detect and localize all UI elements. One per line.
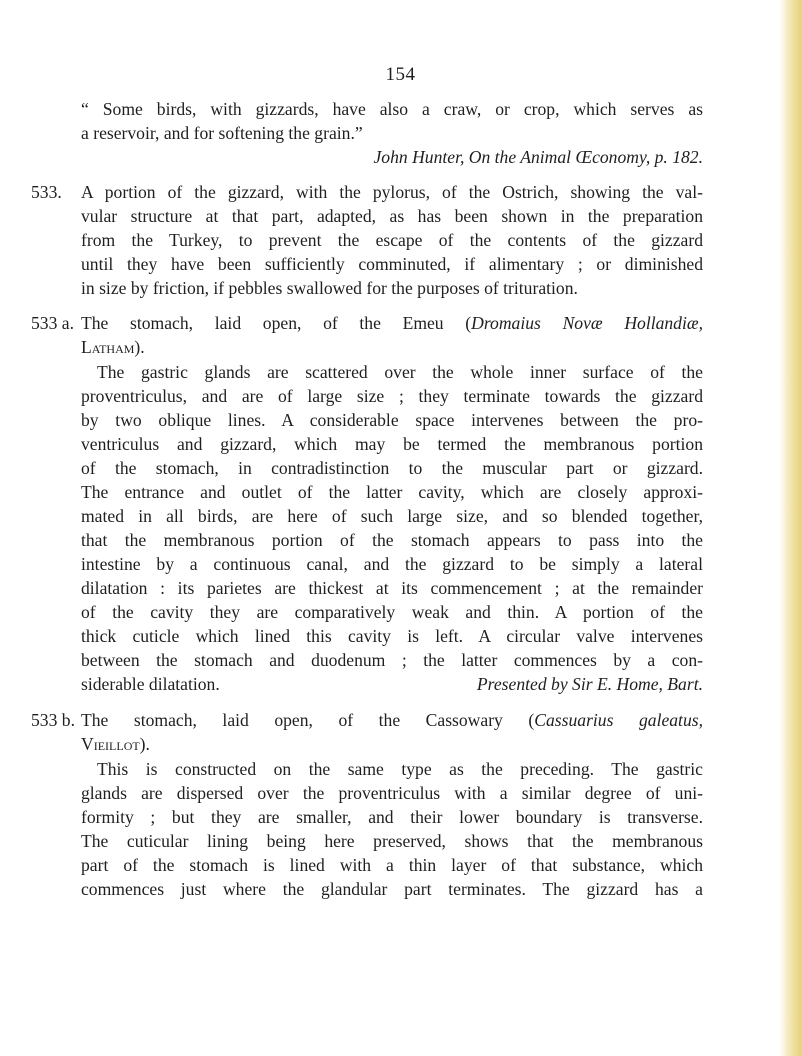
authority: Vieillot). bbox=[81, 734, 150, 754]
page-edge-shadow bbox=[779, 0, 801, 1056]
species-name: Cassuarius galeatus, bbox=[534, 710, 703, 730]
entry-number: 533 a. bbox=[31, 313, 74, 333]
paragraph-line: between the stomach and duodenum ; the latter commences by a con- bbox=[81, 650, 703, 670]
paragraph-line: of the cavity they are comparatively weak and thin. A portion of the bbox=[81, 602, 703, 622]
page-number: 154 bbox=[385, 64, 416, 85]
quote-line: a reservoir, and for softening the grain.” bbox=[81, 123, 363, 143]
heading-text: The stomach, laid open, of the Cassowary ( bbox=[81, 710, 535, 730]
paragraph-line: glands are dispersed over the proventriculus with a similar degree of uni- bbox=[81, 783, 703, 803]
paragraph-line: from the Turkey, to prevent the escape of the contents of the gizzard bbox=[81, 230, 703, 250]
quote-citation: John Hunter, On the Animal Œconomy, p. 182. bbox=[373, 147, 703, 167]
heading-text: The stomach, laid open, of the Emeu ( bbox=[81, 313, 472, 333]
entry-number: 533 b. bbox=[31, 710, 75, 730]
paragraph-line: thick cuticle which lined this cavity is left. A circular valve intervenes bbox=[81, 626, 703, 646]
quote-line: “ Some birds, with gizzards, have also a craw, or crop, which serves as bbox=[81, 99, 703, 119]
species-name: Dromaius Novæ Hollandiæ, bbox=[471, 313, 704, 333]
paragraph-line: until they have been sufficiently comminuted, if alimentary ; or diminished bbox=[81, 254, 703, 274]
paragraph-line: intestine by a continuous canal, and the gizzard to be simply a lateral bbox=[81, 554, 703, 574]
paragraph-line: ventriculus and gizzard, which may be termed the membranous portion bbox=[81, 434, 703, 454]
entry-heading bbox=[81, 311, 703, 335]
paragraph-line: formity ; but they are smaller, and their lower boundary is transverse. bbox=[81, 807, 703, 827]
paragraph-line: commences just where the glandular part terminates. The gizzard has a bbox=[81, 879, 703, 899]
paragraph-line: The cuticular lining being here preserved, shows that the membranous bbox=[81, 831, 703, 851]
donor-credit: Presented by Sir E. Home, Bart. bbox=[476, 674, 703, 694]
authority: Latham). bbox=[81, 337, 145, 357]
paragraph-line: of the stomach, in contradistinction to the muscular part or gizzard. bbox=[81, 458, 703, 478]
paragraph-line: vular structure at that part, adapted, as has been shown in the preparation bbox=[81, 206, 703, 226]
paragraph-line: proventriculus, and are of large size ; they terminate towards the gizzard bbox=[81, 386, 703, 406]
paragraph-line: This is constructed on the same type as the preceding. The gastric bbox=[97, 759, 703, 779]
paragraph-line: mated in all birds, are here of such large size, and so blended together, bbox=[81, 506, 703, 526]
paragraph-line: A portion of the gizzard, with the pylorus, of the Ostrich, showing the val- bbox=[81, 182, 703, 202]
paragraph-line: by two oblique lines. A considerable space intervenes between the pro- bbox=[81, 410, 703, 430]
paragraph-line: that the membranous portion of the stomach appears to pass into the bbox=[81, 530, 703, 550]
paragraph-line: in size by friction, if pebbles swallowed for the purposes of trituration. bbox=[81, 278, 578, 298]
paragraph-line: part of the stomach is lined with a thin layer of that substance, which bbox=[81, 855, 703, 875]
paragraph-line: The gastric glands are scattered over the whole inner surface of the bbox=[97, 362, 703, 382]
paragraph-line: dilatation : its parietes are thickest at its commencement ; at the remainder bbox=[81, 578, 703, 598]
paragraph-line: The entrance and outlet of the latter cavity, which are closely approxi- bbox=[81, 482, 703, 502]
entry-number: 533. bbox=[31, 182, 62, 202]
paragraph-line: siderable dilatation. bbox=[81, 674, 220, 694]
entry-heading bbox=[81, 708, 703, 732]
